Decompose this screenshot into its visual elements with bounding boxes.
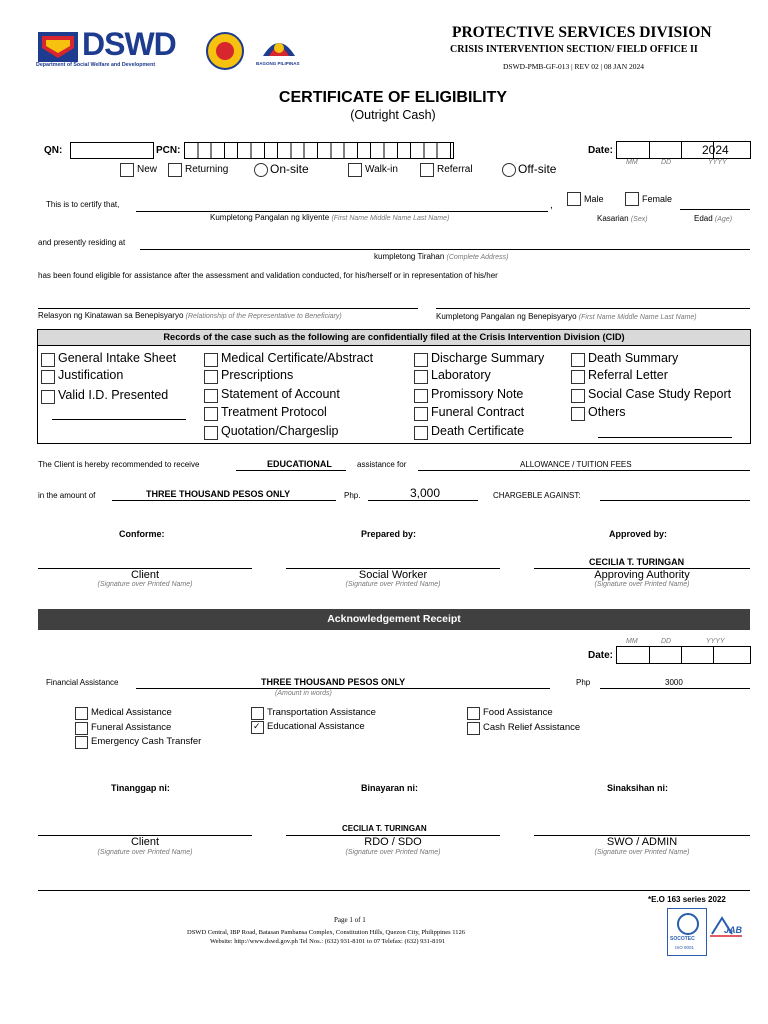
age-line[interactable] — [680, 209, 750, 210]
prepared-by-label: Prepared by: — [361, 529, 417, 539]
section-title: CRISIS INTERVENTION SECTION/ FIELD OFFICE II — [450, 44, 698, 55]
ack-amount-caption: (Amount in words) — [275, 690, 332, 697]
relationship-line[interactable] — [38, 308, 418, 309]
ack-client-caption: Client — [130, 836, 160, 848]
residing-label: and presently residing at — [38, 238, 126, 247]
social-worker-caption: Social Worker — [358, 569, 428, 581]
ack-amount-line[interactable] — [600, 688, 750, 689]
beneficiary-caption: Kumpletong Pangalan ng Benepisyaryo (First Name Middle Name Last Name) — [436, 312, 697, 321]
referral-label: Referral — [437, 164, 473, 175]
recommend-text: The Client is hereby recommended to receive — [38, 460, 200, 469]
client-sig-caption: (Signature over Printed Name) — [97, 581, 193, 588]
cid-header: Records of the case such as the following are confidentially filed at the Crisis Intervention Division (CID) — [38, 330, 750, 346]
iso-text: ISO 9001 — [675, 945, 695, 950]
jab-badge — [708, 914, 746, 954]
logo-subtitle: Department of Social Welfare and Development — [36, 62, 156, 68]
php-label: Php. — [344, 491, 361, 500]
sex-caption: Kasarian (Sex) — [597, 214, 648, 223]
amount-label: in the amount of — [38, 491, 96, 500]
age-caption: Edad (Age) — [694, 214, 733, 223]
socotec-icon — [677, 913, 699, 935]
returning-label: Returning — [185, 164, 229, 175]
amount-words-line[interactable] — [112, 500, 336, 501]
purpose-value: ALLOWANCE / TUITION FEES — [520, 460, 632, 469]
address-line[interactable] — [140, 249, 750, 250]
qn-label: QN: — [44, 145, 63, 156]
date-dd-caption: DD — [661, 159, 672, 166]
pcn-input[interactable] — [184, 142, 454, 159]
male-checkbox[interactable] — [567, 192, 581, 206]
conforme-label: Conforme: — [119, 529, 165, 539]
ack-rdo-sig-caption: (Signature over Printed Name) — [345, 849, 441, 856]
ack-date-input[interactable] — [616, 646, 751, 664]
returning-checkbox[interactable] — [168, 163, 182, 177]
approving-authority-caption: Approving Authority — [594, 569, 690, 581]
assistance-type-value: EDUCATIONAL — [267, 459, 332, 469]
beneficiary-line[interactable] — [436, 308, 750, 309]
approver-sig-caption: (Signature over Printed Name) — [594, 581, 690, 588]
check-icon: ✓ — [253, 721, 261, 731]
chargeable-label: CHARGEBLE AGAINST: — [493, 491, 581, 500]
witnessed-by-label: Sinaksihan ni: — [607, 783, 669, 793]
valid-id-line[interactable] — [52, 419, 186, 420]
socotec-badge — [667, 908, 707, 956]
certify-intro: This is to certify that, — [46, 200, 120, 209]
date-input[interactable] — [616, 141, 751, 159]
eo-note: *E.O 163 series 2022 — [648, 895, 726, 904]
others-line[interactable] — [598, 437, 732, 438]
ack-mm-caption: MM — [626, 638, 638, 645]
ack-rdo-caption: RDO / SDO — [364, 836, 422, 848]
ack-amount-words-line[interactable] — [136, 688, 550, 689]
eligible-text: has been found eligible for assistance after the assessment and validation conducted, for his/herself or in representation of his/her — [38, 271, 498, 280]
client-caption: Client — [130, 569, 160, 581]
footer-address: DSWD Central, IBP Road, Batasan Pambansa Complex, Constitution Hills, Quezon City, Philippines 1126 — [187, 929, 466, 936]
dswd-logo — [36, 28, 196, 72]
amount-words-value: THREE THOUSAND PESOS ONLY — [146, 489, 291, 499]
pcn-label: PCN: — [156, 145, 181, 156]
page-title: CERTIFICATE OF ELIGIBILITY — [278, 89, 508, 106]
footer-website: Website: http://www.dswd.gov.ph Tel Nos.: (632) 931-8101 to 07 Telefax: (632) 931-8191 — [210, 938, 446, 945]
date-yyyy-caption: YYYY — [708, 159, 727, 166]
walkin-label: Walk-in — [365, 164, 398, 175]
comma: , — [550, 200, 553, 211]
ack-amount-words-value: THREE THOUSAND PESOS ONLY — [261, 677, 406, 687]
chargeable-line[interactable] — [600, 500, 750, 501]
bagong-pilipinas-icon — [259, 30, 299, 60]
ack-php-label: Php — [576, 678, 591, 687]
social-worker-sig-caption: (Signature over Printed Name) — [345, 581, 441, 588]
offsite-radio[interactable] — [502, 163, 516, 177]
ack-dd-caption: DD — [661, 638, 672, 645]
qn-input[interactable] — [70, 142, 154, 159]
ack-banner: Acknowledgement Receipt — [38, 609, 750, 630]
ack-amount-value: 3000 — [665, 678, 683, 687]
payer-name: CECILIA T. TURINGAN — [342, 824, 427, 833]
client-name-line[interactable] — [136, 211, 548, 212]
male-label: Male — [584, 194, 604, 204]
footer-divider — [38, 890, 750, 891]
assistance-for-label: assistance for — [357, 460, 407, 469]
female-checkbox[interactable] — [625, 192, 639, 206]
ack-swo-caption: SWO / ADMIN — [606, 836, 678, 848]
client-name-caption: Kumpletong Pangalan ng kliyente (First Name Middle Name Last Name) — [210, 213, 450, 222]
amount-line[interactable] — [368, 500, 478, 501]
ack-date-label: Date: — [588, 650, 614, 661]
assistance-type-line[interactable] — [236, 470, 346, 471]
ack-client-sig-caption: (Signature over Printed Name) — [97, 849, 193, 856]
received-by-label: Tinanggap ni: — [111, 783, 170, 793]
bagong-pilipinas-logo — [254, 30, 304, 70]
relationship-caption: Relasyon ng Kinatawan sa Benepisyaryo (Relationship of the Representative to Beneficiary) — [38, 311, 342, 320]
date-label: Date: — [588, 145, 614, 156]
amount-value: 3,000 — [410, 486, 441, 500]
page-number: Page 1 of 1 — [334, 916, 366, 924]
referral-checkbox[interactable] — [420, 163, 434, 177]
form-code: DSWD-PMB-GF-013 | REV 02 | 08 JAN 2024 — [503, 62, 644, 71]
onsite-radio[interactable] — [254, 163, 268, 177]
purpose-line[interactable] — [418, 470, 750, 471]
new-label: New — [137, 164, 158, 175]
address-caption: kumpletong Tirahan (Complete Address) — [374, 252, 509, 261]
onsite-label: On-site — [270, 162, 309, 176]
date-year-value: 2024 — [702, 143, 729, 157]
ack-swo-sig-caption: (Signature over Printed Name) — [594, 849, 690, 856]
walkin-checkbox[interactable] — [348, 163, 362, 177]
jab-text: JAB — [724, 925, 743, 935]
new-checkbox[interactable] — [120, 163, 134, 177]
page-subtitle: (Outright Cash) — [350, 108, 436, 122]
offsite-label: Off-site — [518, 162, 557, 176]
bagong-pilipinas-text: BAGONG PILIPINAS — [256, 61, 300, 66]
socotec-text: SOCOTEC — [670, 936, 695, 942]
female-label: Female — [642, 194, 673, 204]
division-title: PROTECTIVE SERVICES DIVISION — [452, 24, 712, 41]
approver-name: CECILIA T. TURINGAN — [589, 557, 685, 567]
approved-by-label: Approved by: — [609, 529, 668, 539]
financial-assistance-label: Financial Assistance — [46, 678, 119, 687]
seal-icon — [206, 32, 244, 70]
dswd-emblem-icon — [36, 30, 80, 64]
paid-by-label: Binayaran ni: — [361, 783, 419, 793]
date-mm-caption: MM — [626, 159, 638, 166]
logo-text: DSWD — [82, 26, 176, 62]
ack-yyyy-caption: YYYY — [706, 638, 725, 645]
